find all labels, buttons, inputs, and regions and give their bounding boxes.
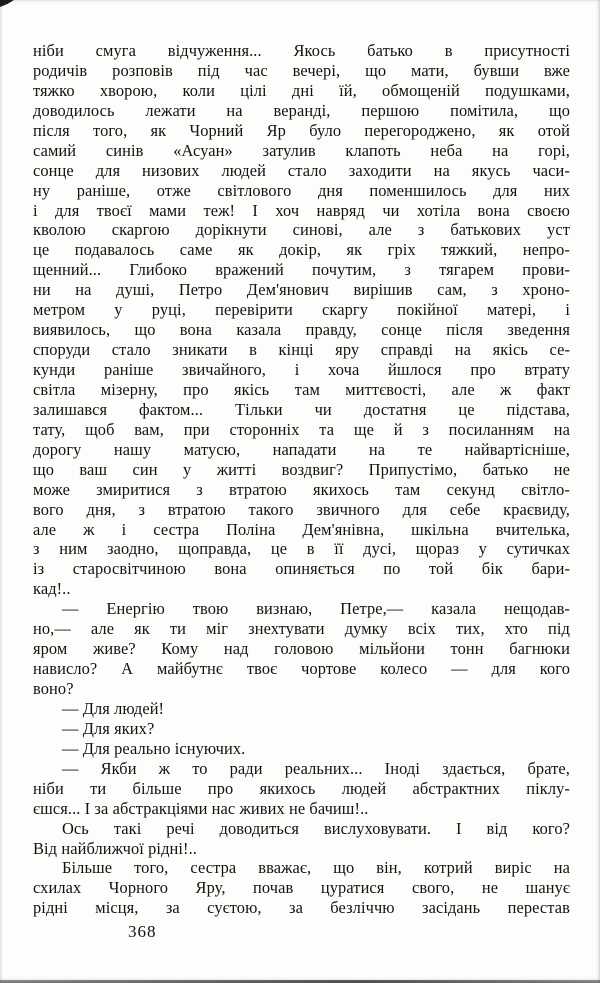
text-line: Більше того, сестра вважає, що він, котрий виріс на <box>62 858 570 878</box>
text-line: ни на душі, Петро Дем'янович вирішив сам, з хроно- <box>33 280 570 300</box>
text-line: споруди стало зникати в кінці яру справді на якісь се- <box>33 340 570 360</box>
text-line: Ось такі речі доводиться вислуховувати. І від кого? <box>62 818 570 838</box>
text-line: — Для людей! <box>62 698 165 718</box>
text-line: схилах Чорного Яру, почав цуратися свого, не шанує <box>33 878 570 898</box>
text-line: щенний... Глибоко вражений почутим, з тягарем прови- <box>33 260 570 280</box>
text-line: із старосвітчиною вона опиняється по той бік бари- <box>33 559 570 579</box>
text-line: з ним заодно, щоправда, це в її дусі, щораз у сутичках <box>33 539 570 559</box>
text-line: самий синів «Асуан» затулив клапоть неба на горі, <box>33 140 570 160</box>
text-line: метром у руці, перевірити скаргу покійної матері, і <box>33 300 570 320</box>
text-line: воно? <box>33 679 74 698</box>
text-line: вого дня, з втратою такого звичного для себе краєвиду, <box>33 499 570 519</box>
text-line: кад!.. <box>33 579 71 599</box>
text-line: сонце для низових людей стало заходити на якусь часи- <box>33 160 570 180</box>
text-line: може змиритися з втратою якихось там секунд світло- <box>33 479 570 499</box>
text-line: але ж і сестра Поліна Дем'янівна, шкільна вчителька, <box>33 519 570 539</box>
text-line: виявилось, що вона казала правду, сонце після зведення <box>33 320 570 340</box>
text-line: єшся... І за абстракціями нас живих не бачиш!.. <box>33 798 369 818</box>
text-line: дорогу нашу матусю, нападати на те найвартісніше, <box>33 439 570 459</box>
page-number: 368 <box>128 922 157 941</box>
text-line: нависло? А майбутнє твоє чортове колесо — для кого <box>33 659 570 679</box>
text-line: кунди раніше звичайного, і хоча йшлося про втрату <box>33 360 570 379</box>
text-line: це подавалось саме як докір, як гріх тяжкий, непро- <box>33 240 570 260</box>
scan-artifact <box>0 0 14 7</box>
text-line: ніби ти більше про якихось людей абстрактних піклу- <box>33 778 570 798</box>
text-line: і для твоєї мами теж! І хоч навряд чи хотіла вона своєю <box>33 200 570 220</box>
text-line: — Для яких? <box>62 718 155 738</box>
text-line: після того, як Чорний Яр було перегороджено, як отой <box>33 120 570 140</box>
text-line: — Для реально існуючих. <box>62 738 246 758</box>
text-block <box>33 41 570 918</box>
text-line: доводилось лежати на веранді, першою помітила, що <box>33 100 570 120</box>
text-line: рідні місця, за суєтою, за безліччю засідань перестав <box>33 898 570 918</box>
text-line: яром живе? Кому над головою мільйони тонн багнюки <box>33 639 570 659</box>
text-line: ніби смуга відчуження... Якось батько в присутності <box>33 41 570 60</box>
text-line: ну раніше, отже світлового дня поменшилось для них <box>33 180 570 200</box>
text-line: — Якби ж то ради реальних... Іноді здається, брате, <box>62 758 570 778</box>
text-line: кволою скаргою дорікнути синові, але з батькових уст <box>33 220 570 240</box>
text-line: що ваш син у житті воздвиг? Припустімо, батько не <box>33 459 570 479</box>
text-line: світла мізерну, про якісь там миттєвості, але ж факт <box>33 379 570 399</box>
text-line: тяжко хворою, коли цілі дні їй, обмощеній подушками, <box>33 80 570 100</box>
text-line: залишався фактом... Тільки чи достатня це підстава, <box>33 399 570 419</box>
text-line: — Енергію твою визнаю, Петре,— казала нещодав- <box>62 599 570 619</box>
text-line: Від найближчої рідні!.. <box>33 838 197 858</box>
text-line: родичів розповів під час вечері, що мати, бувши вже <box>33 60 570 80</box>
text-line: тату, щоб вам, при сторонніх та ще й з посиланням на <box>33 419 570 439</box>
text-line: но,— але як ти міг знехтувати думку всіх тих, хто під <box>33 619 570 639</box>
